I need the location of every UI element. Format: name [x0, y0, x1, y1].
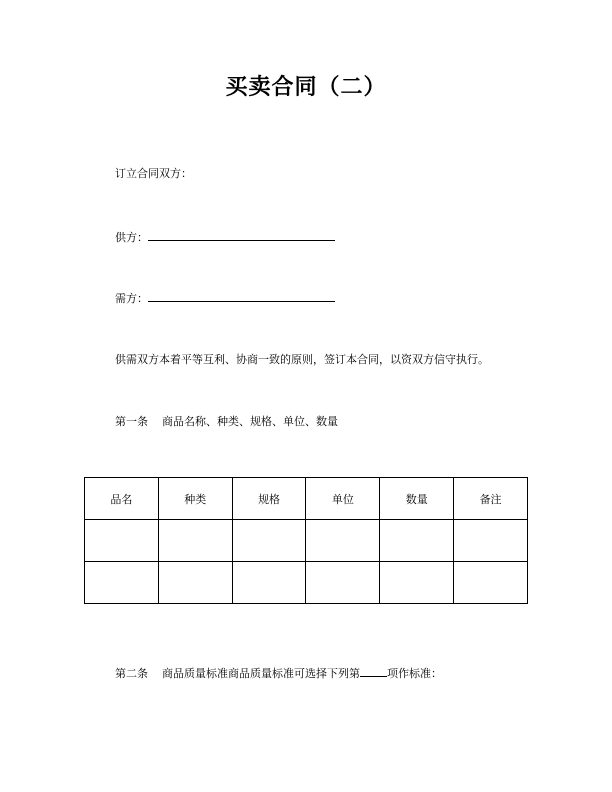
buyer-label: 需方： [115, 292, 148, 305]
buyer-name-blank [148, 290, 335, 302]
table-cell [232, 562, 306, 604]
table-cell [306, 520, 380, 562]
table-cell [85, 520, 159, 562]
table-header-cell: 种类 [158, 478, 232, 520]
standard-item-blank [360, 665, 387, 677]
table-header-cell: 单位 [306, 478, 380, 520]
supplier-name-blank [148, 229, 335, 241]
table-cell [158, 520, 232, 562]
table-header-cell: 备注 [454, 478, 528, 520]
table-header-row [85, 478, 528, 520]
table-row [85, 562, 528, 604]
table-cell [380, 562, 454, 604]
article-2-text-after: 项作标准： [387, 667, 442, 680]
table-cell [454, 562, 528, 604]
supplier-label: 供方： [115, 231, 148, 244]
table-cell [380, 520, 454, 562]
table-row [85, 520, 528, 562]
article-2-number: 第二条 [115, 667, 148, 680]
article-1-number: 第一条 [115, 415, 148, 428]
document-title: 买卖合同（二） [225, 75, 387, 100]
table-cell [454, 520, 528, 562]
table-header-cell: 数量 [380, 478, 454, 520]
table-cell [306, 562, 380, 604]
article-2-text-before: 商品质量标准商品质量标准可选择下列第 [162, 667, 360, 680]
buyer-line [115, 290, 335, 307]
table-cell [158, 562, 232, 604]
article-1 [115, 414, 338, 430]
article-1-text: 商品名称、种类、规格、单位、数量 [162, 415, 338, 428]
preamble: 供需双方本着平等互利、协商一致的原则，签订本合同，以资双方信守执行。 [115, 353, 489, 366]
table-cell [85, 562, 159, 604]
table-header-cell: 品名 [85, 478, 159, 520]
goods-table [84, 477, 528, 604]
table-header-cell: 规格 [232, 478, 306, 520]
parties-heading: 订立合同双方： [115, 167, 192, 180]
table-cell [232, 520, 306, 562]
article-2 [115, 665, 442, 682]
supplier-line [115, 229, 335, 246]
